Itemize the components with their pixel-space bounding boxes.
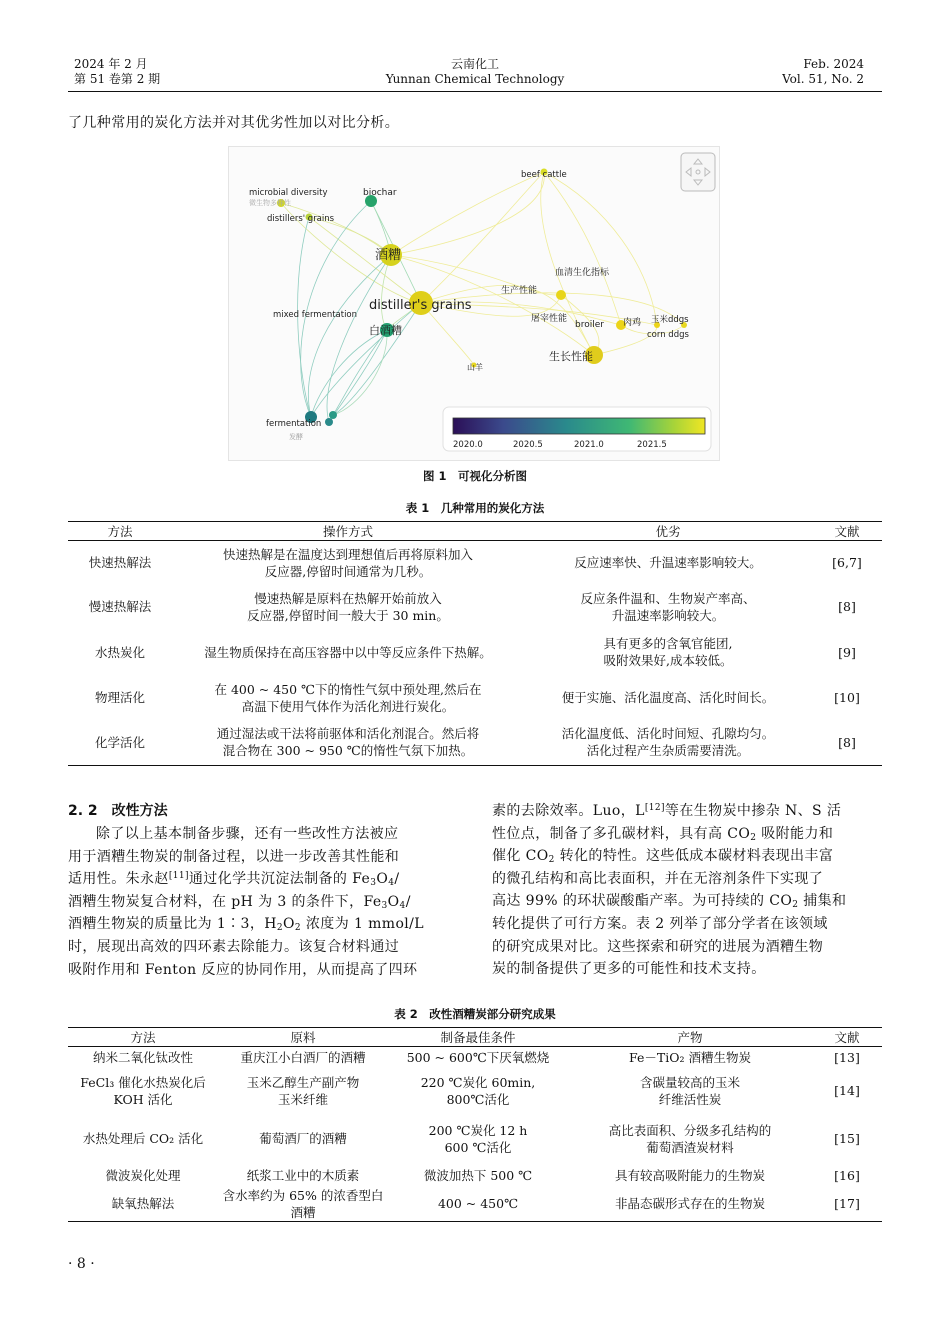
method-cell: 水热处理后 CO₂ 活化 [82, 1131, 204, 1146]
label-broiler: broiler [575, 320, 604, 330]
method-cell: 化学活化 [68, 720, 172, 766]
product-cell: 含碳量较高的玉米 纤维活性炭 [639, 1074, 740, 1107]
product-cell: 非晶态碳形式存在的生物炭 [568, 1187, 812, 1222]
table-1-header-row [68, 522, 882, 541]
header-center [375, 57, 575, 87]
table-2-caption: 表 2 改性酒糟炭部分研究成果 [394, 1007, 556, 1021]
table-2 [68, 1027, 882, 1222]
para-line: 适用性。朱永赵[11]通过化学共沉淀法制备的 $Fe_3O_4/$ [68, 871, 400, 889]
label-beef-cattle: beef cattle [521, 170, 567, 180]
network-edges [281, 172, 684, 422]
label-fermentation: fermentation [266, 419, 322, 429]
label-shanyang: 山羊 [467, 363, 483, 372]
journal-title-en: Yunnan Chemical Technology [385, 72, 565, 86]
method-cell: 物理活化 [94, 690, 145, 705]
para-line: 炭的制备提供了更多的可能性和技术支持。 [492, 961, 766, 978]
journal-title-cn: 云南化工 [450, 57, 499, 71]
legend-tick-2021-0: 2021.0 [574, 440, 604, 450]
label-distillers-grains-main: distiller's grains [369, 298, 472, 313]
label-fajiao: 发酵 [289, 433, 303, 441]
para-line: 除了以上基本制备步骤，还有一些改性方法被应 [96, 826, 399, 842]
table-1-header: 操作方式 [172, 522, 524, 541]
label-baijiuzao: 白酒糟 [369, 324, 402, 337]
label-yumi-ddgs: 玉米ddgs [651, 315, 689, 325]
ref-cell: [14] [834, 1083, 860, 1098]
table-1-header: 文献 [812, 522, 882, 541]
label-biochar: biochar [363, 188, 397, 198]
para-line: 酒糟生物炭的质量比为 1∶3，$H_2O_2$ 浓度为 1 mmol/L [68, 916, 424, 934]
color-legend [443, 407, 711, 451]
condition-cell: 400 ~ 450℃ [388, 1187, 568, 1222]
condition-cell: 500 ~ 600℃下厌氧燃烧 [406, 1050, 550, 1066]
table-1-row [68, 676, 882, 720]
pros-cons-cell: 具有更多的含氧官能团, 吸附效果好,成本较低。 [603, 636, 733, 668]
table-2-header: 方法 [68, 1028, 218, 1047]
ref-cell: [6,7] [832, 555, 862, 571]
label-microbial-diversity: microbial diversity [249, 188, 328, 198]
right-column [492, 800, 882, 981]
material-cell: 重庆江小白酒厂的酒糟 [240, 1050, 366, 1066]
label-weishengwu: 微生物多样性 [249, 199, 291, 207]
ref-cell: [8] [812, 720, 882, 766]
ref-cell: [8] [838, 599, 856, 614]
pros-cons-cell: 便于实施、活化温度高、活化时间长。 [561, 690, 775, 705]
para-line: 用于酒糟生物炭的制备过程，以进一步改善其性能和 [68, 848, 400, 865]
header-left [74, 57, 160, 87]
method-cell: 缺氧热解法 [68, 1187, 218, 1222]
operation-cell: 慢速热解是原料在热解开始前放入 反应器,停留时间一般大于 30 min。 [247, 590, 449, 623]
material-cell: 葡萄酒厂的酒糟 [259, 1131, 347, 1146]
header-volume-en: Vol. 51, No. 2 [782, 72, 864, 86]
para-line: 转化提供了可行方案。表 2 列举了部分学者在该领域 [492, 915, 828, 932]
operation-cell: 快速热解是在温度达到理想值后再将原料加入 反应器,停留时间通常为几秒。 [222, 546, 473, 579]
label-mixed-fermentation: mixed fermentation [273, 310, 358, 320]
pan-control-icon[interactable] [681, 153, 715, 191]
legend-tick-2020-5: 2020.5 [513, 440, 543, 450]
ref-cell: [16] [834, 1168, 860, 1183]
label-corn-ddgs: corn ddgs [647, 330, 689, 340]
method-cell: FeCl₃ 催化水热炭化后 KOH 活化 [80, 1074, 206, 1107]
ref-cell: [13] [834, 1050, 860, 1066]
condition-cell: 微波加热下 500 ℃ [423, 1168, 533, 1183]
para-line: 高达 99% 的环状碳酸酯产率。为可持续的 $CO_2$ 捕集和 [492, 893, 847, 911]
network-visualization [229, 147, 719, 460]
table-2-row [68, 1069, 882, 1113]
para-line: 的微孔结构和高比表面积，并在无溶剂条件下实现了 [492, 870, 824, 887]
condition-cell: 200 ℃炭化 12 h 600 ℃活化 [428, 1122, 528, 1155]
table-1-row [68, 585, 882, 629]
figure-1 [228, 146, 720, 461]
label-distillers-grains-en: distillers' grains [267, 214, 335, 224]
para-line: 吸附作用和 Fenton 反应的协同作用，从而提高了四环 [68, 961, 418, 978]
para-line: 的研究成果对比。这些探索和研究的进展为酒糟生物 [492, 938, 824, 955]
network-nodes [277, 169, 687, 427]
material-cell: 含水率约为 65% 的浓香型白酒糟 [218, 1187, 388, 1222]
table-2-row [68, 1047, 882, 1069]
label-roujii: 肉鸡 [623, 318, 642, 328]
section-title: 2. 2 改性方法 [68, 803, 168, 819]
label-tuzai: 屠宰性能 [531, 314, 568, 324]
label-xueqing: 血清生化指标 [555, 268, 610, 278]
header-right [782, 57, 864, 87]
material-cell: 纸浆工业中的木质素 [246, 1168, 360, 1183]
table-2-header: 产物 [568, 1028, 812, 1047]
method-cell: 水热炭化 [94, 644, 145, 660]
intro-line: 了几种常用的炭化方法并对其优劣性加以对比分析。 [68, 115, 400, 131]
header-date-en: Feb. 2024 [803, 57, 864, 71]
para-line: 时，展现出高效的四环素去除能力。该复合材料通过 [68, 938, 400, 955]
table-1-header: 优劣 [524, 522, 812, 541]
operation-cell: 在 400 ~ 450 ℃下的惰性气氛中预处理,然后在 高温下使用气体作为活化剂进行炭化。 [214, 681, 482, 714]
pros-cons-cell: 活化温度低、活化时间短、孔隙均匀。 活化过程产生杂质需要清洗。 [524, 720, 812, 766]
para-line: 素的去除效率。Luo，L[12]等在生物炭中掺杂 N、S 活 [492, 803, 842, 819]
product-cell: 高比表面积、分级多孔结构的 葡萄酒渣炭材料 [608, 1122, 772, 1155]
method-cell: 微波炭化处理 [105, 1168, 181, 1183]
method-cell: 纳米二氧化钛改性 [92, 1050, 193, 1066]
table-2-header: 制备最佳条件 [388, 1028, 568, 1047]
header-date: 2024 年 2 月 [74, 57, 148, 71]
table-2-row [68, 1187, 882, 1222]
legend-tick-2020-0: 2020.0 [453, 440, 483, 450]
material-cell: 玉米乙醇生产副产物 玉米纤维 [246, 1074, 360, 1107]
para-line: 酒糟生物炭复合材料，在 pH 为 3 的条件下，$Fe_3O_4/$ [68, 893, 411, 911]
product-cell: Fe－TiO₂ 酒糟生物炭 [629, 1050, 751, 1066]
method-cell: 慢速热解法 [88, 599, 152, 614]
table-2-row [68, 1113, 882, 1165]
table-2-header-row [68, 1028, 882, 1047]
method-cell: 快速热解法 [88, 555, 152, 571]
para-line: 性位点，制备了多孔碳材料，具有高 $CO_2$ 吸附能力和 [492, 825, 834, 843]
product-cell: 具有较高吸附能力的生物炭 [614, 1168, 765, 1183]
ref-cell: [15] [834, 1131, 860, 1146]
pros-cons-cell: 反应速率快、升温速率影响较大。 [574, 555, 762, 571]
pros-cons-cell: 反应条件温和、生物炭产率高、 升温速率影响较大。 [580, 590, 756, 623]
legend-tick-2021-5: 2021.5 [637, 440, 667, 450]
table-1 [68, 521, 882, 766]
table-2-header: 文献 [812, 1028, 882, 1047]
label-shengchan: 生产性能 [501, 286, 538, 296]
operation-cell: 湿生物质保持在高压容器中以中等反应条件下热解。 [204, 644, 492, 660]
label-jiuzao: 酒糟 [375, 248, 402, 263]
operation-cell: 通过湿法或干法将前驱体和活化剂混合。然后将 混合物在 300 ~ 950 ℃的惰性气氛下加热。 [172, 720, 524, 766]
figure-1-caption: 图 1 可视化分析图 [422, 469, 527, 483]
left-column [68, 823, 460, 981]
node-labels [249, 170, 689, 441]
header-volume: 第 51 卷第 2 期 [74, 72, 161, 86]
table-1-row [68, 541, 882, 585]
table-1-row [68, 720, 882, 766]
table-2-header: 原料 [218, 1028, 388, 1047]
condition-cell: 220 ℃炭化 60min, 800℃活化 [420, 1074, 536, 1107]
table-1-row [68, 629, 882, 676]
ref-cell: [10] [834, 690, 860, 705]
ref-cell: [17] [812, 1187, 882, 1222]
para-line: 催化 $CO_2$ 转化的特性。这些低成本碳材料表现出丰富 [492, 848, 834, 866]
label-shengzhang: 生长性能 [549, 350, 593, 363]
header-rule [68, 91, 882, 92]
table-1-caption: 表 1 几种常用的炭化方法 [405, 501, 545, 515]
ref-cell: [9] [838, 644, 856, 660]
page-number: · 8 · [68, 1256, 95, 1272]
table-2-row [68, 1165, 882, 1187]
table-1-header: 方法 [68, 522, 172, 541]
